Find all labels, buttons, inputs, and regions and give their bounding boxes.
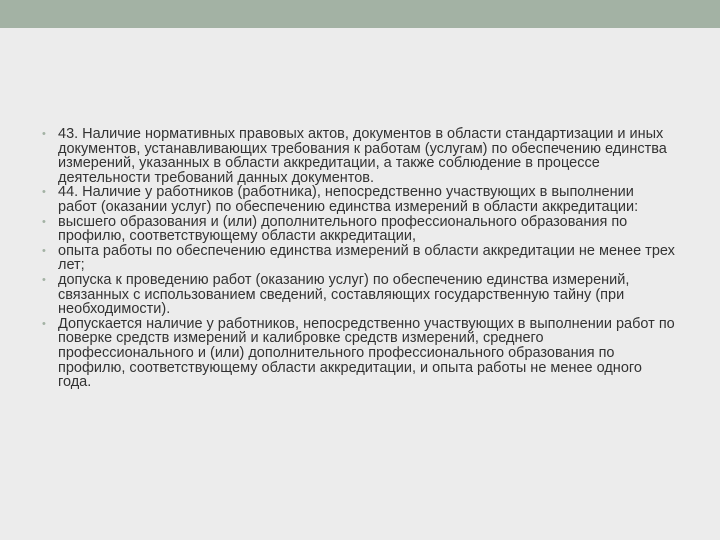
bullet-dot-icon: • — [42, 317, 46, 330]
bullet-dot-icon: • — [42, 273, 46, 286]
bullet-dot-icon: • — [42, 244, 46, 257]
bullet-text: опыта работы по обеспечению единства измерений в области аккредитации не менее трех лет; — [58, 242, 675, 274]
bullet-item-44 — [36, 185, 676, 214]
bullet-text: высшего образования и (или) дополнительного профессионального образования по профилю, соответствующему области аккредитации, — [58, 213, 628, 245]
bullet-text: 44. Наличие у работников (работника), непосредственно участвующих в выполнении работ (оказании услуг) по обеспечению единства измерений в области аккредитации: — [58, 184, 639, 215]
bullet-text: 43. Наличие нормативных правовых актов, документов в области стандартизации и иных документов, устанавливающих требования к работам (услугам) по обеспечению единства измерений, указанных в области аккредитации, а также соблюдение в процессе деятельности требований данных документов. — [58, 126, 667, 186]
slide-content — [36, 127, 676, 390]
top-accent-band — [0, 0, 720, 28]
bullet-item-allowed — [36, 317, 676, 390]
bullet-item-work-experience — [36, 244, 676, 273]
bullet-item-43 — [36, 127, 676, 185]
bullet-list — [36, 127, 676, 390]
bullet-dot-icon: • — [42, 215, 46, 228]
bullet-text: допуска к проведению работ (оказанию услуг) по обеспечению единства измерений, связанных с использованием сведений, составляющих государственную тайну (при необходимости). — [58, 271, 630, 318]
bullet-text: Допускается наличие у работников, непосредственно участвующих в выполнении работ по поверке средств измерений и калибровке средств измерений, среднего профессионального и (или) дополнительного профессионального образования по профилю, соответствующему области аккредитации, и опыта работы не менее одного года. — [58, 315, 675, 391]
bullet-dot-icon: • — [42, 128, 46, 140]
bullet-item-higher-education — [36, 215, 676, 244]
bullet-dot-icon: • — [42, 186, 46, 199]
bullet-item-clearance — [36, 273, 676, 317]
